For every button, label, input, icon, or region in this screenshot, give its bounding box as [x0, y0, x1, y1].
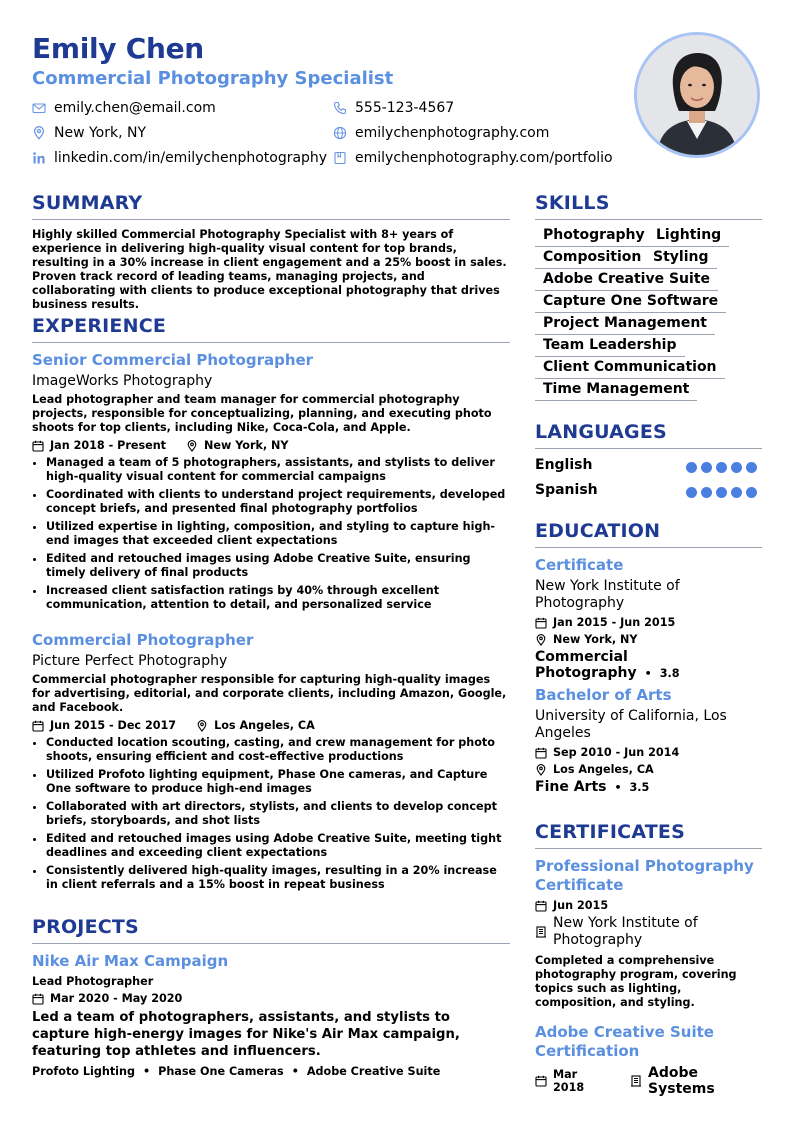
project-tool: Profoto Lighting	[32, 1065, 135, 1078]
skill-tag: Capture One Software	[535, 293, 726, 313]
job-dates-text: Jun 2015 - Dec 2017	[50, 719, 177, 732]
language-name: English	[535, 457, 593, 473]
skill-tag: Photography	[535, 227, 653, 247]
linkedin-icon	[32, 151, 46, 165]
job-bullets	[32, 736, 510, 892]
email-icon	[32, 101, 46, 115]
location-text: New York, NY	[54, 125, 147, 141]
portfolio-text: emilychenphotography.com/portfolio	[355, 150, 613, 166]
experience-divider	[32, 342, 510, 343]
location-pin-icon	[535, 634, 547, 646]
job-description: Commercial photographer responsible for capturing high-quality images for advertising, editorial, and corporate clients, including Amazon, Google, and Facebook.	[32, 673, 507, 714]
level-dot	[686, 487, 697, 498]
level-dot	[716, 487, 727, 498]
level-dot	[701, 462, 712, 473]
contact-portfolio[interactable]	[333, 150, 613, 166]
project-description: Led a team of photographers, assistants, and stylists to capture high-energy images for Nike's Air Max campaign, featuring top athletes and influencers.	[32, 1010, 460, 1059]
certificate-issuer-text: New York Institute of Photography	[553, 915, 698, 948]
job-description: Lead photographer and team manager for commercial photography projects, responsible for conceptualizing, planning, and executing photo shoots for top clients, including Nike, Coca-Cola, and Apple.	[32, 393, 492, 434]
list-item: • Edited and retouched images using Adobe Creative Suite, meeting tight deadlines and exceeding client expectations	[46, 832, 510, 860]
project-tool: Adobe Creative Suite	[306, 1065, 441, 1078]
job-bullets	[32, 456, 510, 612]
calendar-icon	[32, 440, 44, 452]
education-field	[535, 649, 762, 681]
education-location-text: Los Angeles, CA	[553, 763, 654, 776]
project-dates-text: Mar 2020 - May 2020	[50, 992, 183, 1005]
summary-heading: SUMMARY	[32, 192, 143, 214]
building-icon	[630, 1075, 642, 1087]
job-location	[186, 439, 289, 452]
list-item: • Managed a team of 5 photographers, assistants, and stylists to deliver high-quality visual content for commercial campaigns	[46, 456, 510, 484]
separator-dot: •	[614, 781, 622, 794]
level-dot	[686, 462, 697, 473]
job-location	[196, 719, 315, 732]
contact-email[interactable]	[32, 100, 216, 116]
language-name: Spanish	[535, 482, 598, 498]
education-school: University of California, Los Angeles	[535, 708, 727, 741]
certificate-entry	[535, 1023, 762, 1097]
job-role: Senior Commercial Photographer	[32, 351, 314, 369]
linkedin-text: linkedin.com/in/emilychenphotography	[54, 150, 328, 166]
project-tool: Phase One Cameras	[158, 1065, 284, 1078]
certificate-description: Completed a comprehensive photography program, covering topics such as lighting, composition, and styling.	[535, 954, 737, 1009]
certificate-entry	[535, 857, 762, 1010]
separator-dot: •	[644, 667, 652, 680]
certificate-issuer	[535, 915, 762, 949]
skill-tag: Team Leadership	[535, 337, 685, 357]
separator-dot: •	[142, 1065, 151, 1078]
job-entry	[32, 631, 510, 896]
certificate-issuer-text: Adobe Systems	[648, 1065, 715, 1097]
job-location-text: New York, NY	[204, 439, 289, 452]
level-dot	[731, 487, 742, 498]
calendar-icon	[535, 617, 547, 629]
website-text: emilychenphotography.com	[355, 125, 550, 141]
skill-tag: Client Communication	[535, 359, 725, 379]
location-pin-icon	[196, 720, 208, 732]
project-tools	[32, 1065, 510, 1078]
contact-website[interactable]	[333, 125, 549, 141]
education-dates	[535, 616, 762, 629]
portfolio-icon	[333, 151, 347, 165]
education-heading: EDUCATION	[535, 520, 661, 542]
certificate-name: Professional Photography Certificate	[535, 857, 754, 894]
skill-tag: Composition	[535, 249, 649, 269]
job-company: ImageWorks Photography	[32, 373, 213, 389]
education-field	[535, 779, 762, 795]
email-text: emily.chen@email.com	[54, 100, 216, 116]
calendar-icon	[535, 747, 547, 759]
certificate-name: Adobe Creative Suite Certification	[535, 1023, 714, 1060]
language-level	[686, 462, 757, 473]
certificates-heading: CERTIFICATES	[535, 821, 685, 843]
job-dates	[32, 719, 176, 732]
summary-divider	[32, 219, 510, 220]
job-dates	[32, 439, 166, 452]
certificate-date-text: Jun 2015	[553, 899, 609, 912]
profile-photo	[634, 32, 760, 158]
location-pin-icon	[186, 440, 198, 452]
skill-tag: Adobe Creative Suite	[535, 271, 718, 291]
education-school: New York Institute of Photography	[535, 578, 680, 611]
calendar-icon	[32, 720, 44, 732]
education-location	[535, 633, 762, 646]
contact-linkedin[interactable]	[32, 150, 327, 166]
calendar-icon	[535, 900, 547, 912]
project-role: Lead Photographer	[32, 975, 154, 988]
education-dates-text: Sep 2010 - Jun 2014	[553, 746, 680, 759]
education-location-text: New York, NY	[553, 633, 638, 646]
list-item: • Edited and retouched images using Adobe Creative Suite, ensuring timely delivery of final products	[46, 552, 510, 580]
skills-divider	[535, 219, 762, 220]
level-dot	[701, 487, 712, 498]
education-divider	[535, 547, 762, 548]
languages-heading: LANGUAGES	[535, 421, 667, 443]
skill-tag: Time Management	[535, 381, 697, 401]
certificate-date-text: Mar 2018	[553, 1068, 585, 1094]
job-location-text: Los Angeles, CA	[214, 719, 315, 732]
projects-heading: PROJECTS	[32, 916, 139, 938]
list-item: • Consistently delivered high-quality images, resulting in a 20% increase in client referrals and a 15% boost in repeat business	[46, 864, 510, 892]
contact-location	[32, 125, 146, 141]
education-entry	[535, 556, 762, 681]
contact-phone[interactable]	[333, 100, 454, 116]
list-item: • Utilized Profoto lighting equipment, Phase One cameras, and Capture One software to produce high-end images	[46, 768, 510, 796]
level-dot	[716, 462, 727, 473]
list-item: • Increased client satisfaction ratings by 40% through excellent communication, attention to detail, and personalized service	[46, 584, 510, 612]
location-pin-icon	[535, 764, 547, 776]
certificate-issuer	[630, 1065, 762, 1097]
phone-icon	[333, 101, 347, 115]
candidate-title: Commercial Photography Specialist	[32, 68, 394, 89]
languages-divider	[535, 448, 762, 449]
education-field-text: Commercial Photography	[535, 649, 637, 681]
level-dot	[746, 462, 757, 473]
certificates-divider	[535, 848, 762, 849]
experience-heading: EXPERIENCE	[32, 315, 167, 337]
calendar-icon	[32, 993, 44, 1005]
language-level	[686, 487, 757, 498]
education-gpa: 3.5	[629, 781, 650, 794]
skills-heading: SKILLS	[535, 192, 610, 214]
education-entry	[535, 686, 762, 795]
skill-tag: Styling	[645, 249, 717, 269]
calendar-icon	[535, 1075, 547, 1087]
education-dates-text: Jan 2015 - Jun 2015	[553, 616, 676, 629]
level-dot	[731, 462, 742, 473]
list-item: • Coordinated with clients to understand project requirements, developed concept briefs, and presented final photography portfolios	[46, 488, 510, 516]
education-dates	[535, 746, 762, 759]
project-dates	[32, 992, 510, 1005]
education-degree: Bachelor of Arts	[535, 686, 672, 704]
globe-icon	[333, 126, 347, 140]
list-item: • Collaborated with art directors, stylists, and clients to develop concept briefs, storyboards, and shot lists	[46, 800, 510, 828]
project-name: Nike Air Max Campaign	[32, 952, 229, 970]
level-dot	[746, 487, 757, 498]
skill-tag: Project Management	[535, 315, 715, 335]
list-item: • Conducted location scouting, casting, and crew management for photo shoots, ensuring efficient and cost-effective productions	[46, 736, 510, 764]
education-field-text: Fine Arts	[535, 779, 607, 795]
candidate-name: Emily Chen	[32, 32, 204, 65]
job-entry	[32, 351, 510, 616]
certificate-date	[535, 1068, 608, 1094]
summary-text: Highly skilled Commercial Photography Specialist with 8+ years of experience in delivering high-quality visual content for top brands, resulting in a 30% increase in client engagement and a 25% boost in sales. Proven track record of leading teams, managing projects, and collaborating with clients to produce exceptional photography that drives business results.	[32, 228, 507, 311]
project-entry	[32, 952, 510, 1078]
phone-text: 555-123-4567	[355, 100, 455, 116]
skill-tag: Lighting	[648, 227, 729, 247]
list-item: • Utilized expertise in lighting, composition, and styling to capture high-end images that exceeded client expectations	[46, 520, 510, 548]
education-degree: Certificate	[535, 556, 624, 574]
education-gpa: 3.8	[659, 667, 680, 680]
certificate-date	[535, 899, 762, 912]
separator-dot: •	[291, 1065, 299, 1078]
job-dates-text: Jan 2018 - Present	[50, 439, 167, 452]
projects-divider	[32, 943, 510, 944]
job-company: Picture Perfect Photography	[32, 653, 228, 669]
building-icon	[535, 926, 547, 938]
location-pin-icon	[32, 126, 46, 140]
education-location	[535, 763, 762, 776]
job-role: Commercial Photographer	[32, 631, 254, 649]
